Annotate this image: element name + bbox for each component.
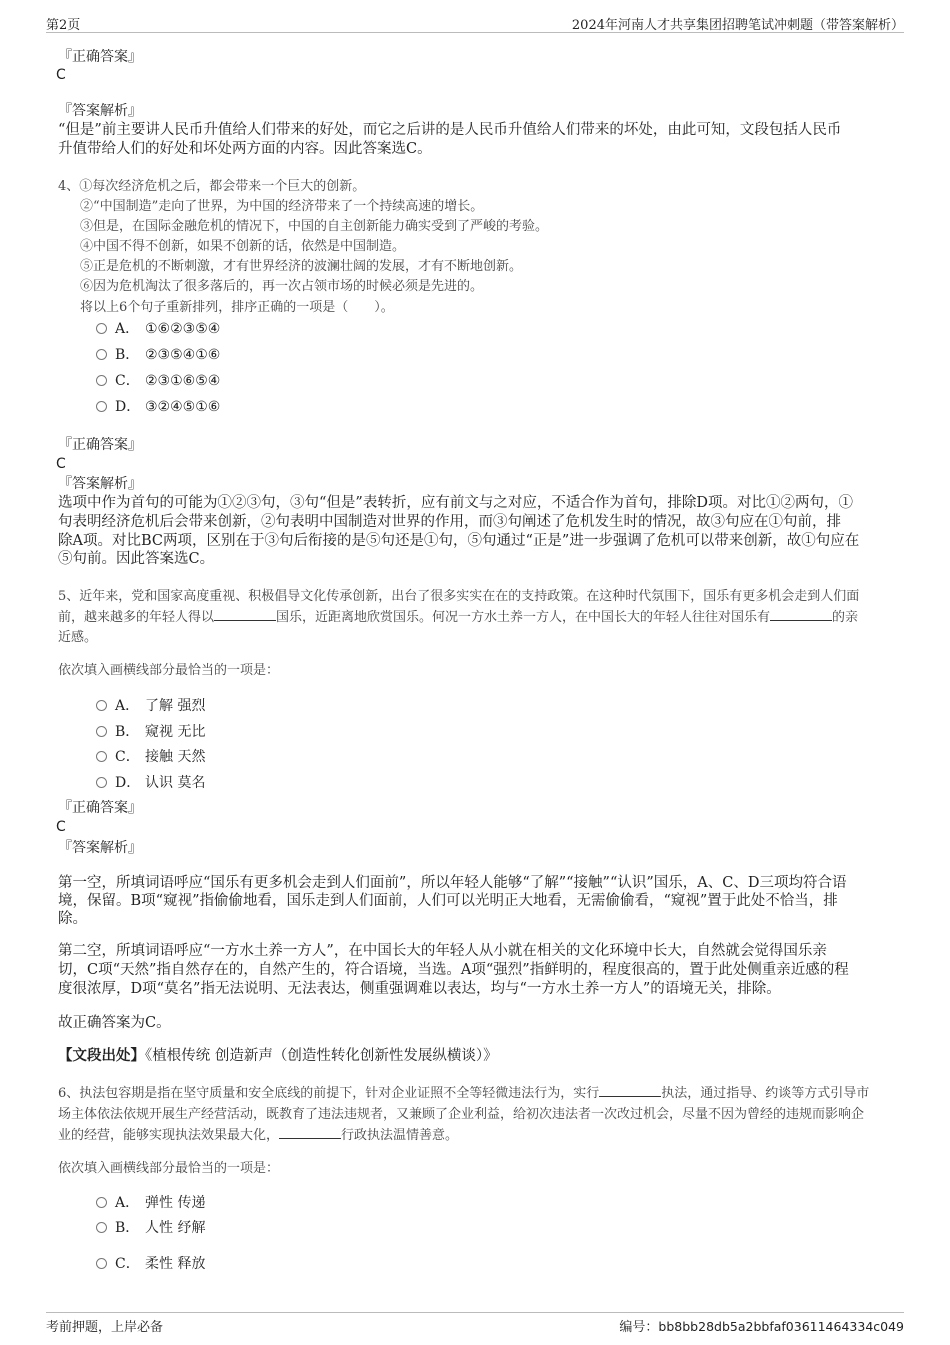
option-d[interactable]: D． 认识 莫名	[96, 772, 205, 792]
question-prompt: 将以上6个句子重新排列，排序正确的一项是（ ）。	[80, 300, 394, 315]
question-prompt: 依次填入画横线部分最恰当的一项是：	[58, 663, 280, 678]
option-d[interactable]: D． ③②④⑤①⑥	[96, 396, 220, 416]
option-a[interactable]: A． ①⑥②③⑤④	[96, 318, 220, 338]
question-4-stem: 4、①每次经济危机之后，都会带来一个巨大的创新。	[58, 179, 366, 194]
radio-icon[interactable]	[96, 1258, 107, 1269]
question-5-stem-line3: 近感。	[58, 630, 98, 645]
analysis-label: 『答案解析』	[58, 476, 142, 492]
sentence-5: ⑤正是危机的不断刺激，才有世界经济的波澜壮阔的发展，才有不断地创新。	[80, 259, 523, 274]
footer-slogan: 考前押题，上岸必备	[46, 1320, 164, 1335]
answer-label: 『正确答案』	[58, 437, 142, 453]
option-c[interactable]: C． ②③①⑥⑤④	[96, 370, 220, 390]
answer-label: 『正确答案』	[58, 49, 142, 65]
conclusion: 故正确答案为C。	[58, 1015, 171, 1031]
analysis-line: “但是”前主要讲人民币升值给人们带来的好处，而它之后讲的是人民币升值给人们带来的坏处，由此可知，文段包括人民币	[58, 122, 842, 138]
sentence-6: ⑥因为危机淘汰了很多落后的，再一次占领市场的时候必须是先进的。	[80, 279, 484, 294]
radio-icon[interactable]	[96, 349, 107, 360]
answer-label: 『正确答案』	[58, 800, 142, 816]
fill-blank	[214, 608, 276, 621]
option-b[interactable]: B． 人性 纾解	[96, 1217, 205, 1237]
footer-code: 编号：bb8bb28db5a2bbfaf03611464334c049	[619, 1319, 904, 1335]
analysis-line: 除。	[58, 911, 87, 927]
analysis-line: 句表明经济危机后会带来创新，②句表明中国制造对世界的作用，而③句阐述了危机发生时的情况，故③句应在①句前，排	[58, 514, 841, 530]
analysis-line: 选项中作为首句的可能为①②③句，③句“但是”表转折，应有前文与之对应，不适合作为首句，排除D项。对比①②两句，①	[58, 495, 853, 511]
question-6-stem: 6、执法包容期是指在坚守质量和安全底线的前提下，针对企业证照不全等轻微违法行为，实行 执法，通过指导、约谈等方式引导市	[58, 1086, 870, 1101]
radio-icon[interactable]	[96, 401, 107, 412]
radio-icon[interactable]	[96, 375, 107, 386]
source-citation: 【文段出处】《植根传统 创造新声（创造性转化创新性发展纵横谈）》	[58, 1047, 498, 1064]
option-b[interactable]: B． ②③⑤④①⑥	[96, 344, 220, 364]
radio-icon[interactable]	[96, 1222, 107, 1233]
radio-icon[interactable]	[96, 700, 107, 711]
sentence-3: ③但是，在国际金融危机的情况下，中国的自主创新能力确实受到了严峻的考验。	[80, 219, 549, 234]
question-prompt: 依次填入画横线部分最恰当的一项是：	[58, 1161, 280, 1176]
sentence-4: ④中国不得不创新，如果不创新的话，依然是中国制造。	[80, 239, 406, 254]
question-6-stem-line2: 场主体依法依规开展生产经营活动，既教育了违法违规者，又兼顾了企业利益，给初次违法者一次改过机会，尽量不因为曾经的违规而影响企	[58, 1107, 865, 1122]
radio-icon[interactable]	[96, 751, 107, 762]
document-title: 2024年河南人才共享集团招聘笔试冲刺题（带答案解析）	[571, 18, 904, 33]
analysis-line: 度很浓厚，D项“莫名”指无法说明、无法表达，侧重强调难以表达，均与“一方水土养一方人”的语境无关，排除。	[58, 981, 781, 997]
fill-blank	[770, 608, 832, 621]
radio-icon[interactable]	[96, 726, 107, 737]
analysis-line: 切，C项“天然”指自然存在的，自然产生的，符合语境，当选。A项“强烈”指鲜明的，程度很高的，置于此处侧重亲近感的程	[58, 962, 849, 978]
analysis-label: 『答案解析』	[58, 103, 142, 119]
analysis-line: 第一空，所填词语呼应“国乐有更多机会走到人们面前”，所以年轻人能够“了解”“接触”“认识”国乐，A、C、D三项均符合语	[58, 875, 847, 891]
sentence-2: ②“中国制造”走向了世界，为中国的经济带来了一个持续高速的增长。	[80, 199, 484, 214]
analysis-line: 第二空，所填词语呼应“一方水土养一方人”，在中国长大的年轻人从小就在相关的文化环境中长大，自然就会觉得国乐亲	[58, 943, 827, 959]
question-5-stem: 5、近年来，党和国家高度重视、积极倡导文化传承创新，出台了很多实实在在的支持政策。在这种时代氛围下，国乐有更多机会走到人们面	[58, 589, 860, 604]
answer-value: C	[56, 819, 66, 835]
fill-blank	[279, 1126, 341, 1139]
question-6-stem-line3: 业的经营，能够实现执法效果最大化， 行政执法温情善意。	[58, 1128, 459, 1143]
page-number: 第2页	[46, 18, 81, 33]
option-a[interactable]: A． 了解 强烈	[96, 695, 205, 715]
question-5-stem-line2: 前，越来越多的年轻人得以 国乐，近距离地欣赏国乐。何况一方水土养一方人，在中国长大的年轻人往往对国乐有 的亲	[58, 610, 859, 625]
analysis-line: ⑤句前。因此答案选C。	[58, 551, 215, 567]
analysis-line: 境，保留。B项“窥视”指偷偷地看，国乐走到人们面前，人们可以光明正大地看，无需偷偷看，“窥视”置于此处不恰当，排	[58, 893, 838, 909]
analysis-line: 除A项。对比BC两项，区别在于③句后衔接的是⑤句还是①句，⑤句通过“正是”进一步强调了危机可以带来创新，故①句应在	[58, 533, 860, 549]
page-footer	[46, 1312, 904, 1335]
answer-value: C	[56, 67, 66, 83]
fill-blank	[599, 1084, 661, 1097]
radio-icon[interactable]	[96, 777, 107, 788]
option-c[interactable]: C． 接触 天然	[96, 746, 205, 766]
analysis-line: 升值带给人们的好处和坏处两方面的内容。因此答案选C。	[58, 141, 432, 157]
analysis-label: 『答案解析』	[58, 840, 142, 856]
radio-icon[interactable]	[96, 1197, 107, 1208]
answer-value: C	[56, 456, 66, 472]
option-a[interactable]: A． 弹性 传递	[96, 1192, 205, 1212]
page-header	[46, 12, 904, 33]
option-b[interactable]: B． 窥视 无比	[96, 721, 205, 741]
option-c[interactable]: C． 柔性 释放	[96, 1253, 205, 1273]
radio-icon[interactable]	[96, 323, 107, 334]
